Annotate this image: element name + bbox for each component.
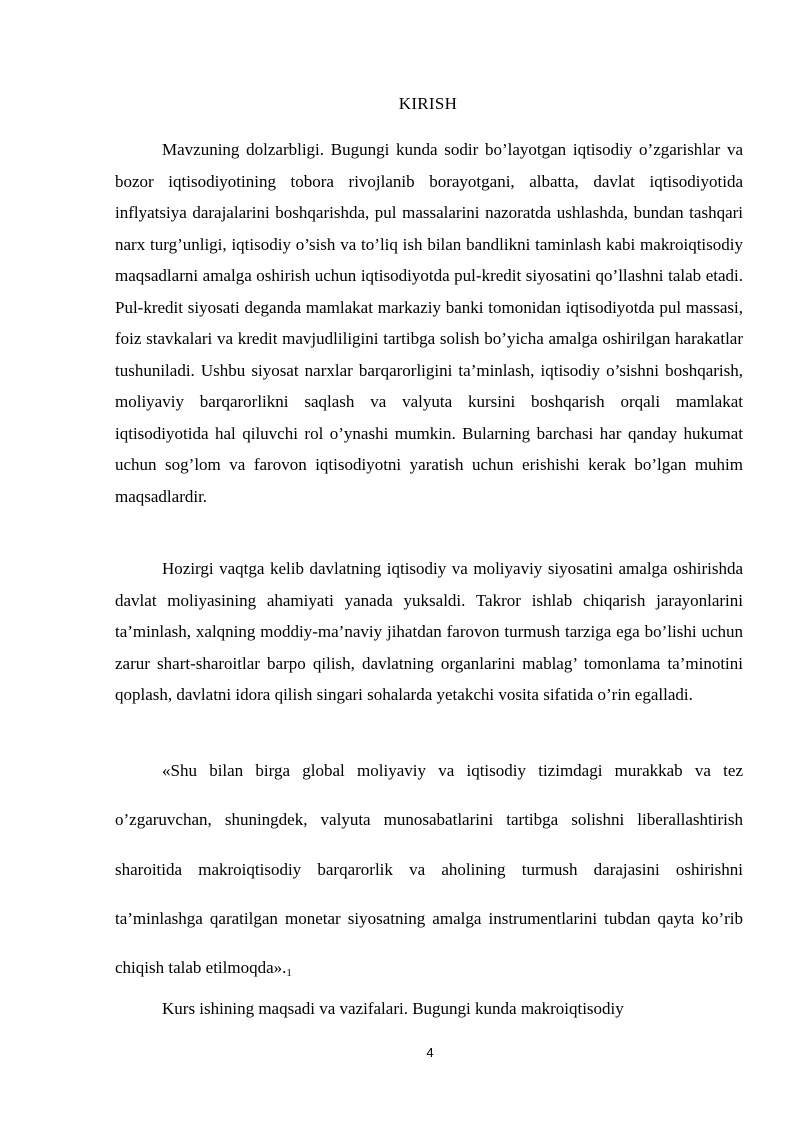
paragraph-text: Hozirgi vaqtga kelib davlatning iqtisodiy va moliyaviy siyosatini amalga oshirishda davlat moliyasining ahamiyati yanada yuksaldi. Takror ishlab chiqarish jarayonlarini ta’minlash, xalqning moddiy-ma’naviy jihatdan farovon turmush tarziga ega bo’lishi uchun zarur shart-sharoitlar barpo qilish, davlatning organlarini mablag’ tomonlama ta’minotini qoplash, davlatni idora qilish singari sohalarda yetakchi vosita sifatida o’rin egalladi.	[115, 559, 743, 705]
footnote-reference[interactable]: 1	[286, 967, 292, 980]
quotation-text: «Shu bilan birga global moliyaviy va iqtisodiy tizimdagi murakkab va tez o’zgaruvchan, shuningdek, valyuta munosabatlarini tartibga solishni liberallashtirish sharoitida makroiqtisodiy barqarorlik va aholining turmush darajasini oshirishni ta’minlashga qaratilgan monetar siyosatning amalga instrumentlarini tubdan qayta ko’rib chiqish talab etilmoqda».	[115, 761, 743, 978]
page-title: KIRISH	[398, 94, 458, 113]
paragraph-text: Kurs ishining maqsadi va vazifalari. Bugungi kunda makroiqtisodiy	[162, 999, 624, 1018]
paragraph-quotation	[115, 746, 743, 998]
paragraph-course-aims	[115, 993, 743, 1025]
paragraph-state-finance	[115, 553, 743, 711]
quotation-paragraph	[115, 746, 743, 998]
page-number: 4	[426, 1045, 434, 1060]
paragraph-text: Mavzuning dolzarbligi. Bugungi kunda sodir bo’layotgan iqtisodiy o’zgarishlar va bozor iqtisodiyotining tobora rivojlanib borayotgani, albatta, davlat iqtisodiyotida inflyatsiya darajalarini boshqarishda, pul massalarini nazoratda ushlashda, bundan tashqari narx turg’unligi, iqtisodiy o’sish va to’liq ish bilan bandlikni taminlash kabi makroiqtisodiy maqsadlarni amalga oshirish uchun iqtisodiyotda pul-kredit siyosatini qo’llashni talab etadi. Pul-kredit siyosati deganda mamlakat markaziy banki tomonidan iqtisodiyotda pul massasi, foiz stavkalari va kredit mavjudliligini tartibga solish bo’yicha amalga oshirilgan harakatlar tushuniladi. Ushbu siyosat narxlar barqarorligini ta’minlash, iqtisodiy o’sishni boshqarish, moliyaviy barqarorlikni saqlash va valyuta kursini boshqarish orqali mamlakat iqtisodiyotida hal qiluvchi rol o’ynashi mumkin. Bularning barchasi har qanday hukumat uchun sog’lom va farovon iqtisodiyotni yaratish uchun erishishi kerak bo’lgan muhim maqsadlardir.	[115, 140, 743, 506]
paragraph-relevance	[115, 134, 743, 512]
